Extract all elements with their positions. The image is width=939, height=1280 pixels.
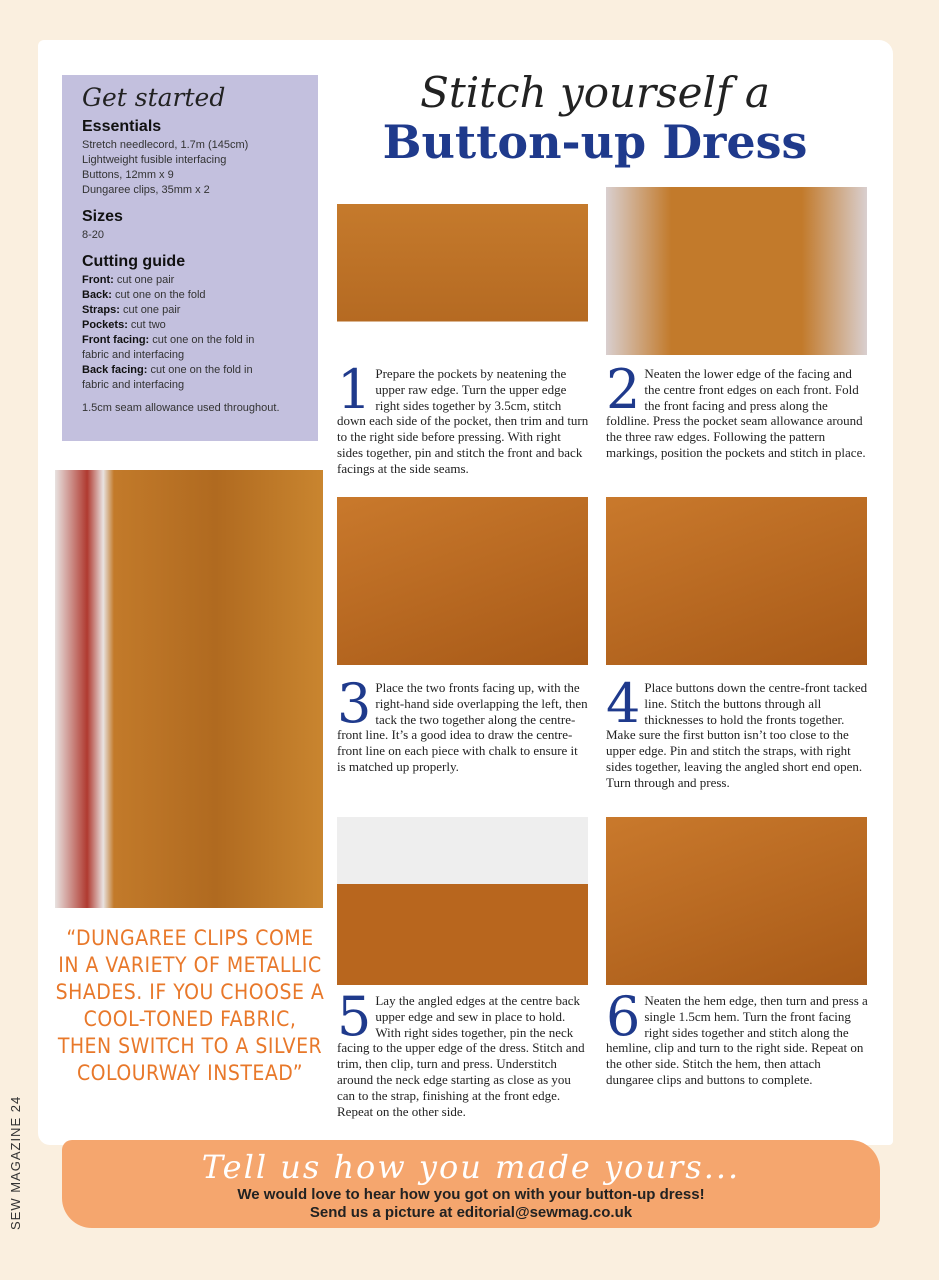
step4-photo xyxy=(606,497,867,665)
essential-item: Dungaree clips, 35mm x 2 xyxy=(82,184,210,196)
step3-photo xyxy=(337,497,588,665)
cutting-item: Front: cut one pair xyxy=(82,274,175,286)
sizes-value: 8-20 xyxy=(82,229,105,241)
page-title: Button-up Dress xyxy=(382,115,808,169)
feedback-banner xyxy=(62,1140,880,1228)
sizes-title: Sizes xyxy=(82,208,123,225)
essentials-title: Essentials xyxy=(82,118,162,135)
cutting-title: Cutting guide xyxy=(82,253,186,270)
step1-photo xyxy=(337,187,588,355)
step-6: 6 Neaten the hem edge, then turn and press a single 1.5cm hem. Turn the front facing right sides together and stitch along the hemline, clip and turn to the right side. Repeat on the other side. Stitch the hem, then attach dungaree clips and buttons to complete. xyxy=(606,985,868,1087)
step6-photo xyxy=(606,817,867,985)
dress-closeup-photo xyxy=(55,470,323,908)
step-5: 5 Lay the angled edges at the centre back upper edge and sew in place to hold. With right sides together, pin the neck facing to the upper edge of the dress. Stitch and trim, then clip, turn and press. Understitch around the neck edge starting as close as you can to the strap, finishing at the front edge. Repeat on the other side. xyxy=(337,985,585,1119)
cutting-item: Front facing: cut one on the fold in fabric and interfacing xyxy=(82,334,255,361)
essential-item: Buttons, 12mm x 9 xyxy=(82,169,174,181)
step-4: 4 Place buttons down the centre-front tacked line. Stitch the buttons through all thicknesses to hold the fronts together. Make sure the first button isn’t too close to the upper edge. Pin and stitch the straps, with right sides together, leaving the angled short end open. Turn through and press. xyxy=(606,672,868,790)
step-number: 1 xyxy=(337,358,372,421)
cutting-item: Back: cut one on the fold xyxy=(82,289,206,301)
step-number: 4 xyxy=(606,672,641,735)
get-started-box xyxy=(62,75,318,441)
step-number: 2 xyxy=(606,358,641,421)
step-1: 1 Prepare the pockets by neatening the upper raw edge. Turn the upper edge right sides together by 3.5cm, stitch down each side of the pocket, then trim and turn to the right side before pressing. With right sides together, pin and stitch the front and back facings at the side seams. xyxy=(337,358,589,476)
cutting-item: Straps: cut one pair xyxy=(82,304,181,316)
essential-item: Lightweight fusible interfacing xyxy=(82,154,227,166)
cutting-item: Back facing: cut one on the fold in fabric and interfacing xyxy=(82,364,253,391)
step-3: 3 Place the two fronts facing up, with the right-hand side overlapping the left, then tack the two together along the centre-front line. It’s a good idea to draw the centre-front line on each piece with chalk to ensure it is matched up properly. xyxy=(337,672,588,774)
step5-photo xyxy=(337,817,588,985)
step-2: 2 Neaten the lower edge of the facing and the centre front edges on each front. Fold the front facing and press along the foldline. Press the pocket seam allowance around the three raw edges. Following the pattern markings, position the pockets and stitch in place. xyxy=(606,358,866,460)
pull-quote: “DUNGAREE CLIPS COME IN A VARIETY OF METALLIC SHADES. IF YOU CHOOSE A COOL-TONED FABRIC, THEN SWITCH TO A SILVER COLOURWAY INSTEAD” xyxy=(55,926,325,1085)
page-folio: SEW MAGAZINE 24 xyxy=(8,1095,23,1230)
banner-line1: We would love to hear how you got on with your button-up dress! xyxy=(237,1186,705,1203)
title-line1: Stitch yourself a xyxy=(420,68,770,117)
step-number: 5 xyxy=(337,985,372,1048)
step-number: 6 xyxy=(606,985,641,1048)
step-number: 3 xyxy=(337,672,372,735)
cutting-item: Pockets: cut two xyxy=(82,319,166,331)
essential-item: Stretch needlecord, 1.7m (145cm) xyxy=(82,139,249,151)
get-started-heading: Get started xyxy=(82,83,226,112)
banner-script: Tell us how you made yours... xyxy=(201,1148,741,1186)
banner-email[interactable]: Send us a picture at editorial@sewmag.co.uk xyxy=(309,1204,633,1221)
step2-photo xyxy=(606,187,867,355)
seam-note: 1.5cm seam allowance used throughout. xyxy=(82,402,280,414)
